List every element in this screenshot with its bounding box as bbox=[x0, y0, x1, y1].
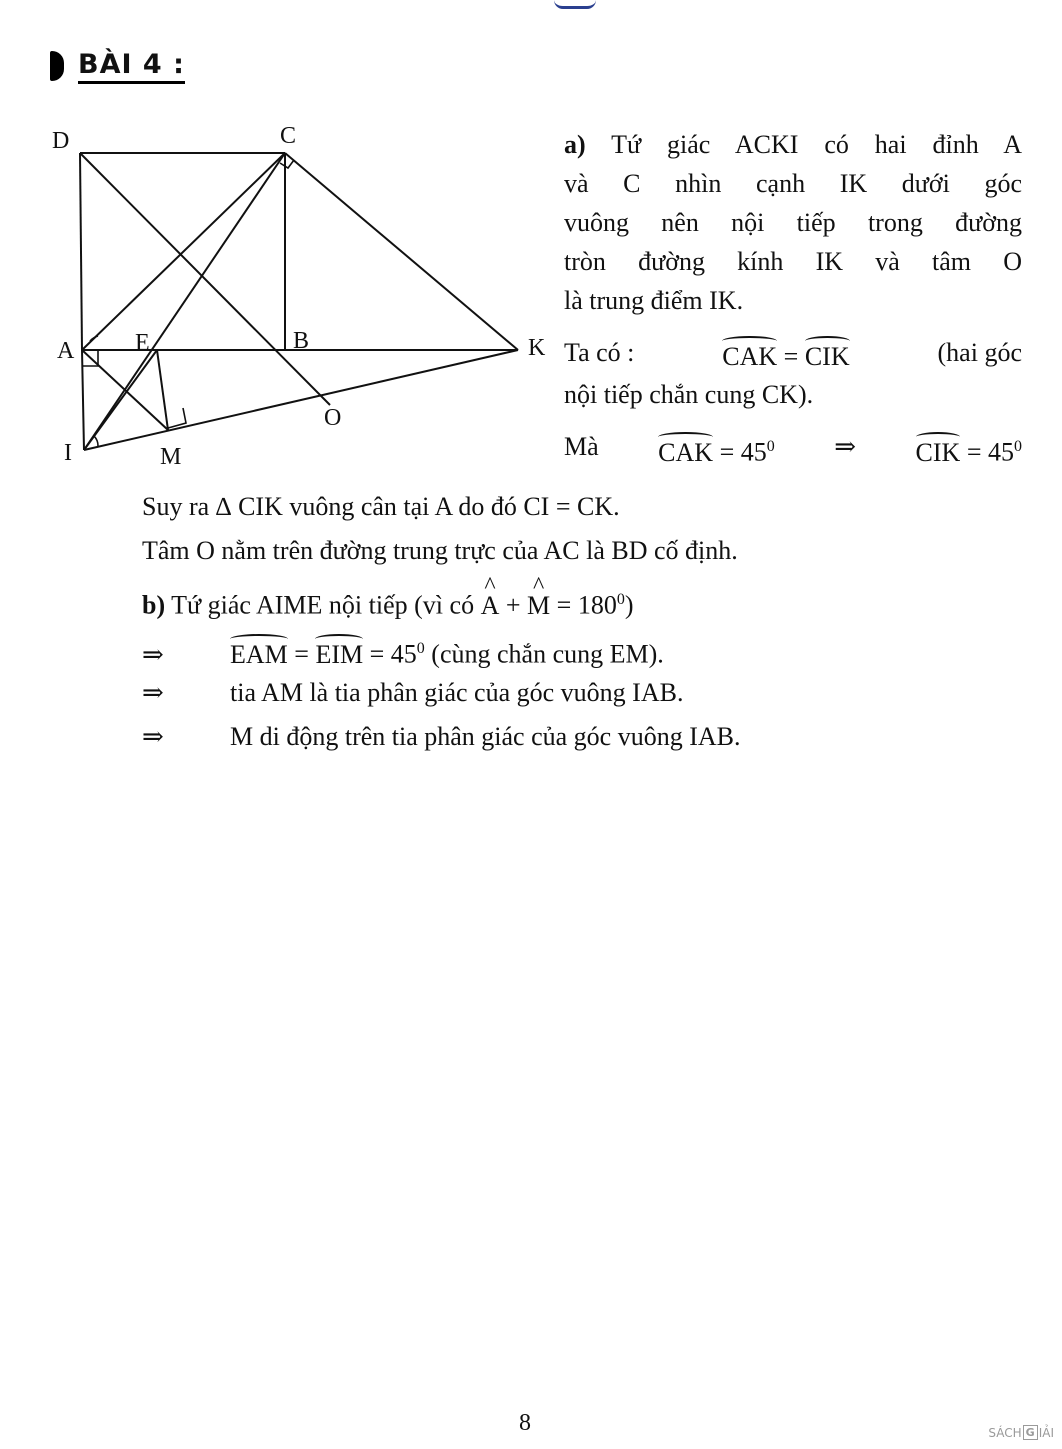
conclusion-line-1: Suy ra ∆ CIK vuông cân tại A do đó CI = CK. bbox=[142, 492, 620, 521]
title-text: BÀI 4 : bbox=[78, 49, 185, 84]
implication-line-1: ⇒ EAM = EIM = $45^0$ (cùng chắn cung EM). bbox=[142, 634, 664, 670]
right-angle-mark-C bbox=[280, 160, 294, 168]
segment-DA bbox=[80, 153, 82, 350]
title-bullet-icon bbox=[50, 51, 64, 81]
segment-DO bbox=[80, 153, 330, 405]
label-D: D bbox=[52, 128, 70, 154]
segment-AM bbox=[82, 350, 168, 430]
geometry-figure bbox=[40, 110, 560, 480]
implication-line-2: ⇒ tia AM là tia phân giác của góc vuông IAB. bbox=[142, 678, 684, 707]
exercise-title bbox=[50, 46, 185, 86]
equation-angles-equal: Ta có : CAK = CIK (hai góc bbox=[564, 338, 1022, 371]
part-b-line: b) Tứ giác AIME nội tiếp (vì có ^ A + ^ $M = 180^0$) bbox=[142, 585, 634, 621]
label-O: O bbox=[324, 405, 342, 431]
label-E: E bbox=[135, 330, 150, 356]
conclusion-line-2: Tâm O nằm trên đường trung trực của AC là BD cố định. bbox=[142, 536, 738, 565]
segment-AI bbox=[82, 350, 84, 450]
label-A: A bbox=[57, 338, 75, 364]
segment-IC bbox=[84, 153, 285, 450]
part-a-line-3: vuông nên nội tiếp trong đường bbox=[564, 208, 1022, 237]
part-a-line-2: và C nhìn cạnh IK dưới góc bbox=[564, 169, 1022, 198]
label-I: I bbox=[64, 440, 72, 466]
segment-IK bbox=[84, 350, 518, 450]
label-C: C bbox=[280, 123, 297, 149]
part-a-line-1: a) Tứ giác ACKI có hai đỉnh A bbox=[564, 130, 1022, 159]
part-a-paragraph bbox=[564, 125, 1022, 320]
page-number: 8 bbox=[519, 1410, 531, 1436]
label-M: M bbox=[160, 444, 182, 470]
segment-AC bbox=[82, 153, 285, 350]
segment-EM bbox=[157, 350, 168, 430]
label-K: K bbox=[528, 335, 546, 361]
part-a-line-4: tròn đường kính IK và tâm O bbox=[564, 247, 1022, 276]
angle-arc-A bbox=[90, 336, 98, 341]
equation-note-line: nội tiếp chắn cung CK). bbox=[564, 380, 814, 409]
segment-CK bbox=[285, 153, 518, 350]
implication-line-3: ⇒ M di động trên tia phân giác của góc vuông IAB. bbox=[142, 722, 741, 751]
equation-angle-45: Mà CAK = $45^0$ ⇒ CIK = $45^0$ bbox=[564, 432, 1022, 467]
part-a-line-5: là trung điểm IK. bbox=[564, 286, 744, 315]
label-B: B bbox=[293, 328, 310, 354]
watermark-logo: SÁCH G IẢI bbox=[988, 1425, 1054, 1440]
header-decoration bbox=[554, 0, 596, 9]
right-angle-mark-M bbox=[168, 408, 186, 428]
angle-arc-I bbox=[94, 436, 98, 446]
